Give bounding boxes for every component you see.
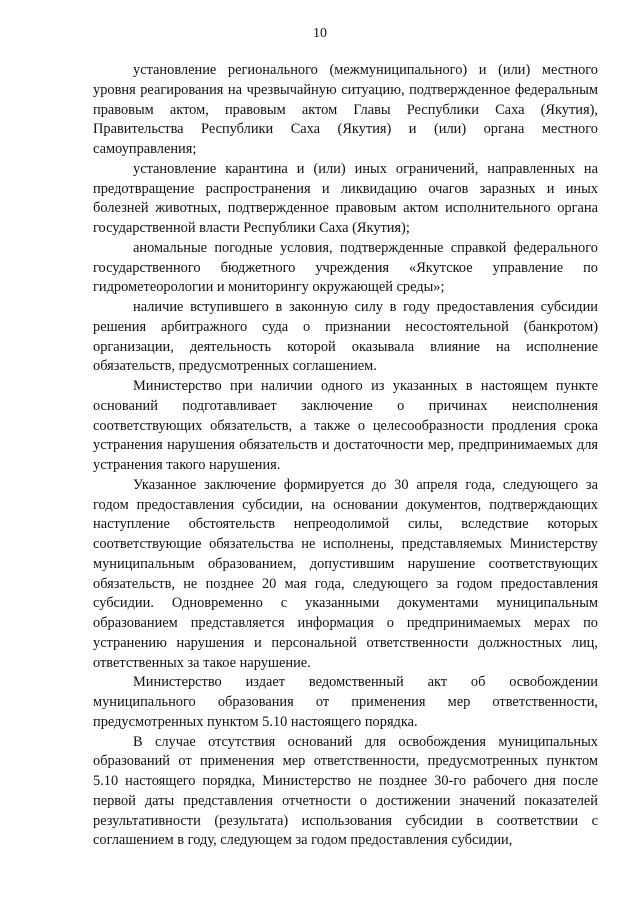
- document-body: [93, 61, 598, 851]
- paragraph: Указанное заключение формируется до 30 апреля года, следующего за годом предоставления субсидии, на основании документов, подтверждающих наступление обстоятельств непреодолимой силы, вследствие которых соответствующие обязательства не исполнены, представляемых Министерству муниципальным образованием, допустившим нарушение соответствующих обязательств, не позднее 20 мая года, следующего за годом предоставления субсидии. Одновременно с указанными документами муниципальным образованием представляется информация о предпринимаемых мерах по устранению нарушения и персональной ответственности должностных лиц, ответственных за такое нарушение.: [93, 476, 598, 671]
- paragraph: установление регионального (межмуниципального) и (или) местного уровня реагирования на чрезвычайную ситуацию, подтвержденное федеральным правовым актом, правовым актом Главы Республики Саха (Якутия), Правительства Республики Саха (Якутия) и (или) органа местного самоуправления;: [93, 62, 598, 157]
- page-number: 10: [313, 26, 327, 41]
- paragraph: наличие вступившего в законную силу в году предоставления субсидии решения арбитражного суда о признании несостоятельной (банкротом) организации, деятельность которой оказывала влияние на исполнение обязательств, предусмотренных соглашением.: [93, 299, 598, 375]
- paragraph: Министерство издает ведомственный акт об освобождении муниципального образования от применения мер ответственности, предусмотренных пунктом 5.10 настоящего порядка.: [93, 674, 598, 730]
- paragraph: аномальные погодные условия, подтвержденные справкой федерального государственного бюджетного учреждения «Якутское управление по гидрометеорологии и мониторингу окружающей среды»;: [93, 239, 598, 296]
- paragraph: В случае отсутствия оснований для освобождения муниципальных образований от применения мер ответственности, предусмотренных пунктом 5.10 настоящего порядка, Министерство не позднее 30-го рабочего дня после первой даты представления отчетности о достижении значений показателей результативности (результата) использования субсидии в соответствии с соглашением в году, следующем за годом предоставления субсидии,: [93, 733, 598, 849]
- paragraph: Министерство при наличии одного из указанных в настоящем пункте оснований подготавливает заключение о причинах неисполнения соответствующих обязательств, а также о целесообразности продления срока устранения нарушения обязательств и достаточности мер, предпринимаемых для устранения такого нарушения.: [93, 378, 598, 473]
- paragraph: установление карантина и (или) иных ограничений, направленных на предотвращение распространения и ликвидацию очагов заразных и иных болезней животных, подтвержденное правовым актом исполнительного органа государственной власти Республики Саха (Якутия);: [93, 160, 598, 236]
